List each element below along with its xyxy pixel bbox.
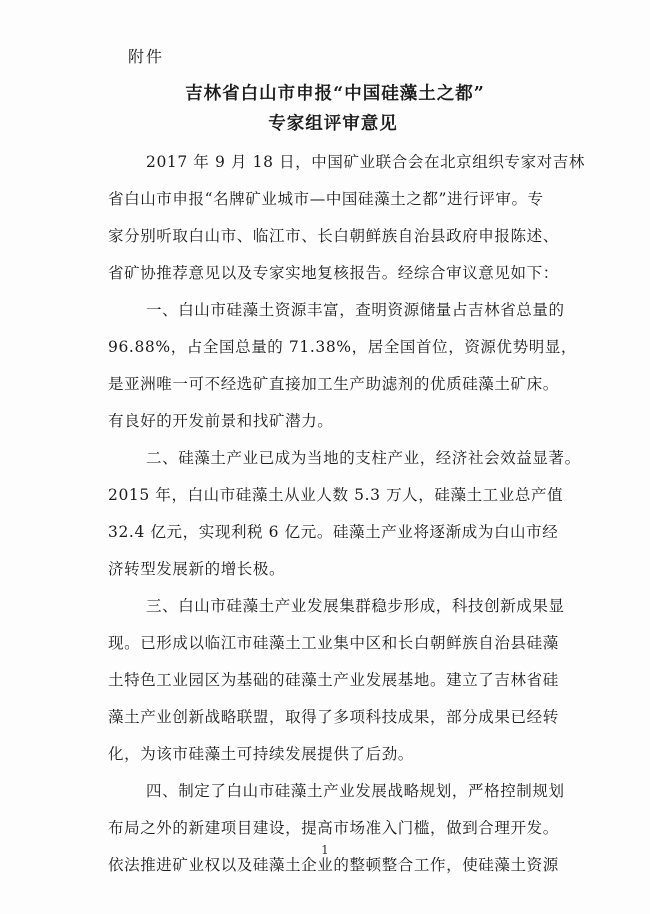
text-line: 2017 年 9 月 18 日，中国矿业联合会在北京组织专家对吉林 <box>146 153 585 171</box>
text-line: 32.4 亿元，实现利税 6 亿元。硅藻土产业将逐渐成为白山市经 <box>108 523 559 541</box>
attachment-label: 附件 <box>128 47 165 66</box>
text-line: 有良好的开发前景和找矿潜力。 <box>108 412 334 430</box>
page-number: 1 <box>321 843 329 857</box>
text-line: 济转型发展新的增长极。 <box>108 560 286 578</box>
text-line: 藻土产业创新战略联盟，取得了多项科技成果，部分成果已经转 <box>108 708 559 726</box>
text-line: 省矿协推荐意见以及专家实地复核报告。经综合审议意见如下： <box>108 264 559 282</box>
text-line: 现。已形成以临江市硅藻土工业集中区和长白朝鲜族自治县硅藻 <box>108 634 559 652</box>
text-line: 依法推进矿业权以及硅藻土企业的整顿整合工作，使硅藻土资源 <box>108 856 559 874</box>
text-line: 二、硅藻土产业已成为当地的支柱产业，经济社会效益显著。 <box>146 449 581 467</box>
text-line: 2015 年，白山市硅藻土从业人数 5.3 万人，硅藻土工业总产值 <box>108 486 564 504</box>
document-subtitle: 专家组评审意见 <box>268 114 398 134</box>
text-line: 三、白山市硅藻土产业发展集群稳步形成，科技创新成果显 <box>146 597 565 615</box>
text-line: 化，为该市硅藻土可持续发展提供了后劲。 <box>108 745 414 763</box>
text-line: 布局之外的新建项目建设，提高市场准入门槛，做到合理开发。 <box>108 819 559 837</box>
text-line: 96.88%，占全国总量的 71.38%，居全国首位，资源优势明显， <box>108 338 578 356</box>
text-line: 家分别听取白山市、临江市、长白朝鲜族自治县政府申报陈述、 <box>108 227 559 245</box>
text-line: 一、白山市硅藻土资源丰富，查明资源储量占吉林省总量的 <box>146 301 565 319</box>
text-line: 四、制定了白山市硅藻土产业发展战略规划，严格控制规划 <box>146 782 565 800</box>
text-line: 土特色工业园区为基础的硅藻土产业发展基地。建立了吉林省硅 <box>108 671 559 689</box>
text-line: 省白山市申报“名牌矿业城市—中国硅藻土之都”进行评审。专 <box>108 190 544 208</box>
document-title: 吉林省白山市申报“中国硅藻土之都” <box>185 84 485 104</box>
text-line: 是亚洲唯一可不经选矿直接加工生产助滤剂的优质硅藻土矿床。 <box>108 375 559 393</box>
